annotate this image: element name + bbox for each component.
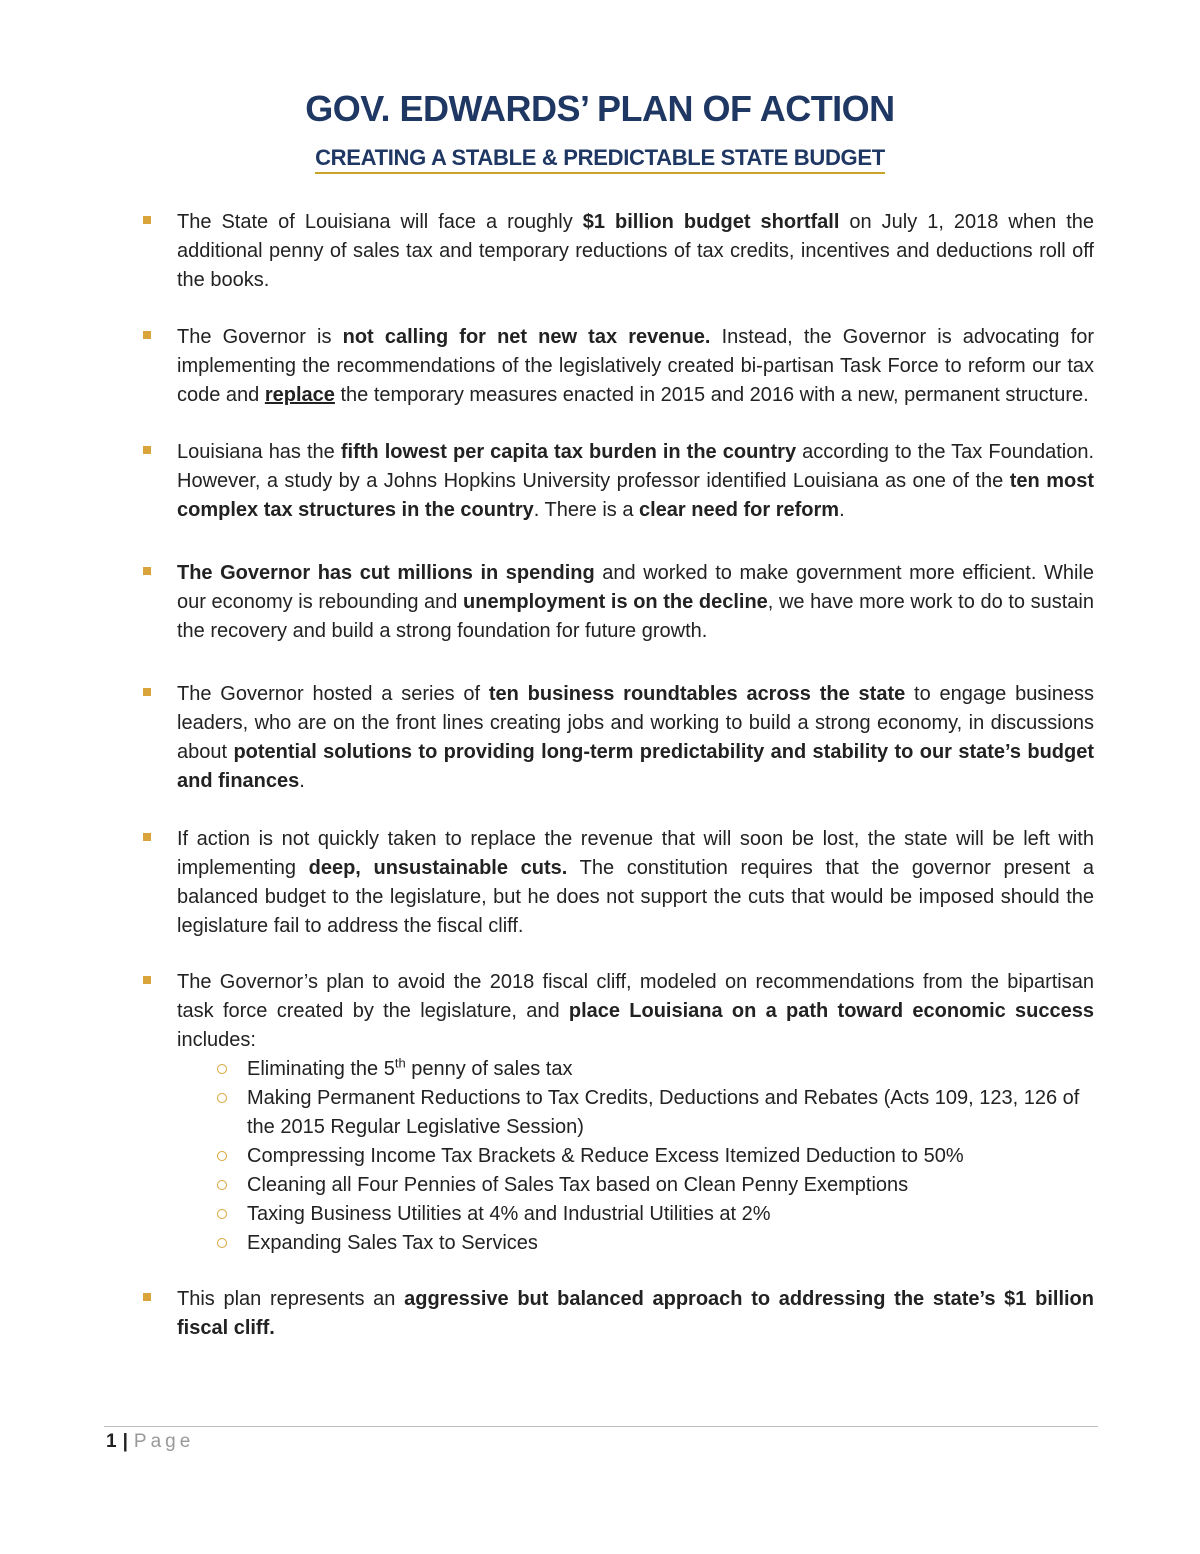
square-bullet-icon xyxy=(143,567,151,575)
circle-bullet-icon xyxy=(217,1238,227,1248)
emphasis-text: deep, unsustainable cuts. xyxy=(308,857,568,879)
body-text: This plan represents an xyxy=(177,1288,405,1310)
circle-bullet-icon xyxy=(217,1151,227,1161)
sub-list-item xyxy=(247,1171,1094,1200)
body-text: The constitution requires that the governor present a balanced budget to the legislature, but he does not support the cuts that would be imposed should the legislature fail to address the fiscal cliff. xyxy=(177,857,1094,937)
body-text: The Governor’s plan to avoid the 2018 fiscal cliff, modeled on recommendations from the bipartisan task force created by the legislature, and xyxy=(177,971,1094,1022)
bullet-item xyxy=(177,680,1094,796)
emphasis-text: The Governor has cut millions in spending xyxy=(177,562,595,584)
page-subtitle: CREATING A STABLE & PREDICTABLE STATE BUDGET xyxy=(315,145,885,174)
body-text: Eliminating the 5 xyxy=(247,1058,395,1080)
emphasis-text: replace xyxy=(264,384,335,406)
body-text: includes: xyxy=(177,1029,256,1051)
page-title: GOV. EDWARDS’ PLAN OF ACTION xyxy=(305,88,895,129)
body-text: Instead, the Governor is advocating for implementing the recommendations of the legislatively created bi-partisan Task Force to reform our tax code and xyxy=(177,326,1094,406)
sub-list-item xyxy=(247,1142,1094,1171)
emphasis-text: clear need for reform xyxy=(639,499,840,521)
body-text: , we have more work to do to sustain the recovery and build a strong foundation for future growth. xyxy=(177,591,1094,642)
subtitle-container xyxy=(0,145,1200,174)
body-text: . There is a xyxy=(533,499,639,521)
body-text: Making Permanent Reductions to Tax Credits, Deductions and Rebates (Acts 109, 123, 126 of the 2015 Regular Legislative Session) xyxy=(247,1087,1080,1138)
footer-divider xyxy=(104,1426,1098,1427)
footer-separator: | xyxy=(122,1431,128,1452)
emphasis-text: not calling for net new tax revenue. xyxy=(342,326,711,348)
emphasis-text: potential solutions to providing long-term predictability and stability to our state’s budget and finances xyxy=(177,741,1095,792)
square-bullet-icon xyxy=(143,833,151,841)
square-bullet-icon xyxy=(143,446,151,454)
sub-list xyxy=(177,1055,1094,1258)
bullet-item xyxy=(177,1285,1094,1343)
emphasis-text: unemployment is on the decline xyxy=(463,591,768,613)
body-text: the temporary measures enacted in 2015 and 2016 with a new, permanent structure. xyxy=(334,384,1089,406)
circle-bullet-icon xyxy=(217,1180,227,1190)
square-bullet-icon xyxy=(143,216,151,224)
sub-list-item xyxy=(247,1229,1094,1258)
circle-bullet-icon xyxy=(217,1209,227,1219)
page-number: 1 xyxy=(106,1431,117,1452)
circle-bullet-icon xyxy=(217,1064,227,1074)
body-text: on July 1, 2018 when the additional penny of sales tax and temporary reductions of tax credits, incentives and deductions roll off the books. xyxy=(177,211,1095,291)
sub-list-item xyxy=(247,1200,1094,1229)
square-bullet-icon xyxy=(143,331,151,339)
superscript-text: th xyxy=(394,1055,406,1071)
body-text: . xyxy=(839,499,845,521)
sub-list-item xyxy=(247,1055,1094,1084)
square-bullet-icon xyxy=(143,1293,151,1301)
page-footer xyxy=(106,1431,194,1453)
body-text: penny of sales tax xyxy=(405,1058,573,1080)
sub-list-item xyxy=(247,1084,1094,1142)
emphasis-text: $1 billion budget shortfall xyxy=(582,211,840,233)
body-text: Compressing Income Tax Brackets & Reduce Excess Itemized Deduction to 50% xyxy=(247,1145,964,1167)
body-text: Expanding Sales Tax to Services xyxy=(247,1232,538,1254)
square-bullet-icon xyxy=(143,688,151,696)
body-text: If action is not quickly taken to replace the revenue that will soon be lost, the state will be left with implementing xyxy=(177,828,1094,879)
emphasis-text: fifth lowest per capita tax burden in the country xyxy=(340,441,797,463)
emphasis-text: ten most complex tax structures in the country xyxy=(177,470,1094,521)
bullet-item xyxy=(177,323,1094,410)
bullet-item xyxy=(177,559,1094,646)
body-text: Cleaning all Four Pennies of Sales Tax based on Clean Penny Exemptions xyxy=(247,1174,909,1196)
bullet-item xyxy=(177,968,1094,1258)
square-bullet-icon xyxy=(143,976,151,984)
body-text: Taxing Business Utilities at 4% and Industrial Utilities at 2% xyxy=(247,1203,771,1225)
body-text: . xyxy=(299,770,305,792)
circle-bullet-icon xyxy=(217,1093,227,1103)
bullet-item xyxy=(177,825,1094,941)
body-text: The Governor is xyxy=(177,326,343,348)
emphasis-text: ten business roundtables across the state xyxy=(488,683,906,705)
body-text: to engage business leaders, who are on the front lines creating jobs and working to build a strong economy, in discussions about xyxy=(177,683,1095,763)
body-text: The State of Louisiana will face a roughly xyxy=(177,211,583,233)
emphasis-text: place Louisiana on a path toward economic success xyxy=(568,1000,1094,1022)
body-text: Louisiana has the xyxy=(177,441,341,463)
body-text: according to the Tax Foundation. However, a study by a Johns Hopkins University professor identified Louisiana as one of the xyxy=(177,441,1095,492)
body-text: and worked to make government more efficient. While our economy is rebounding and xyxy=(177,562,1094,613)
emphasis-text: aggressive but balanced approach to addressing the state’s $1 billion fiscal cliff. xyxy=(177,1288,1094,1339)
bullet-list xyxy=(0,208,1200,1343)
bullet-item xyxy=(177,438,1094,525)
page-label: Page xyxy=(133,1431,195,1452)
body-text: The Governor hosted a series of xyxy=(177,683,489,705)
bullet-item xyxy=(177,208,1094,295)
